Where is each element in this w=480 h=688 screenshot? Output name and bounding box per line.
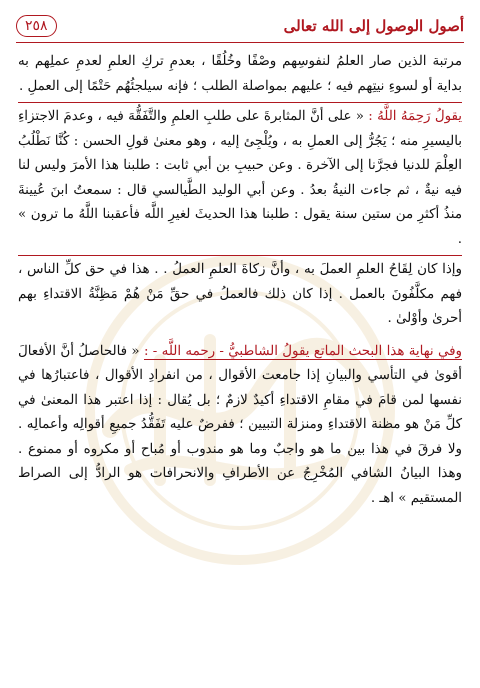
page-body bbox=[18, 50, 462, 514]
paragraph-2-lead: يقولُ رَحِمَهُ اللَّهُ : bbox=[368, 109, 462, 124]
paragraph-divider bbox=[18, 255, 462, 256]
paragraph-1 bbox=[18, 50, 462, 99]
paragraph-4-text: « فالحاصلُ أنَّ الأفعالَ أقوىٰ في التأسي والبيانِ إذا جامعت الأقوال ، من انفرادِ الأقوال ، فاعتبارُها في نفسها لمن قامَ في مقامِ الاقتداءِ أكيدٌ لازمٌ ؛ بل يُقال : إذا اعتبر هذا المعنىٰ في كلِّ مَنْ هو مظنة الاقتداءِ ومنزلة التبيين ؛ ففرضٌ عليه تَفَقُّدُ جميعِ أقوالِه وأعمالِه . ولا فرقَ في هذا بين ما هو واجبٌ وما هو مندوب أو مُباح أو مكروه أو ممنوع . وهذا البيانُ الشافي المُخْرِجُ عن الأطرافِ والانحرافات هو الرادُّ إلى الصراط المستقيم » اهـ . bbox=[18, 343, 462, 506]
paragraph-divider bbox=[18, 102, 462, 103]
paragraph-2-text: « على أنَّ المثابرةَ على طلبِ العلمِ والتَّفَقُّهَ فيه ، وعدمَ الاجتزاءِ باليسيرِ منه ؛ يَجُرُّ إلى العملِ به ، ويُلْجِئ إليه ، وهو معنىٰ قولِ الحسن : كُنَّا نَطْلُبُ العِلْمَ للدنيا فجرَّنا إلى الآخرة . وعن حبيبِ بن أبي ثابت : طلبنا هذا الأمرَ وليس لنا فيه نيةٌ ، ثم جاءت النيةُ بعدُ . وعن أبي الوليد الطَّيالسي قال : سمعتُ ابنَ عُيينةَ منذُ أكثرِ من ستين سنة يقول : طلبنا هذا الحديثَ لغيرِ اللَّه فأعقبنا اللَّهُ ما ترون » . bbox=[18, 109, 462, 247]
paragraph-3-text: وإذا كان لِقَاحُ العلمِ العملَ به ، وأنَّ زكاةَ العلمِ العملُ . . هذا في حق كلِّ الناس ، فهم مكلَّفُونَ بالعمل . إذا كان ذلك فالعملُ في حقِّ مَنْ هُمْ مَظِنَّةُ الاقتداءِ بهم أحرىٰ وأوْلىٰ . bbox=[18, 262, 462, 326]
header-divider bbox=[16, 42, 464, 43]
paragraph-3 bbox=[18, 258, 462, 332]
header-title: أصول الوصول إلى الله تعالى bbox=[283, 17, 464, 35]
paragraph-2 bbox=[18, 105, 462, 252]
page-header bbox=[16, 14, 464, 38]
paragraph-1-text: مرتبة الذين صار العلمُ لنفوسِهم وصْفًا وخُلُقًا ، بعدمِ تركِ العلمِ لعدمِ عملِهم به بداية أو لسوءِ نيتِهم فيه ؛ عليهم بمواصلة الطلب ؛ فإنه سيلجئُهُم حَتْمًا إلى العملِ . bbox=[18, 54, 462, 94]
paragraph-4-lead: وفي نهاية هذا البحث الماتع يقولُ الشاطبيُّ - رحمه اللَّه - : bbox=[143, 343, 462, 359]
paragraph-4 bbox=[18, 340, 462, 512]
page-number: ٢٥٨ bbox=[16, 15, 57, 37]
